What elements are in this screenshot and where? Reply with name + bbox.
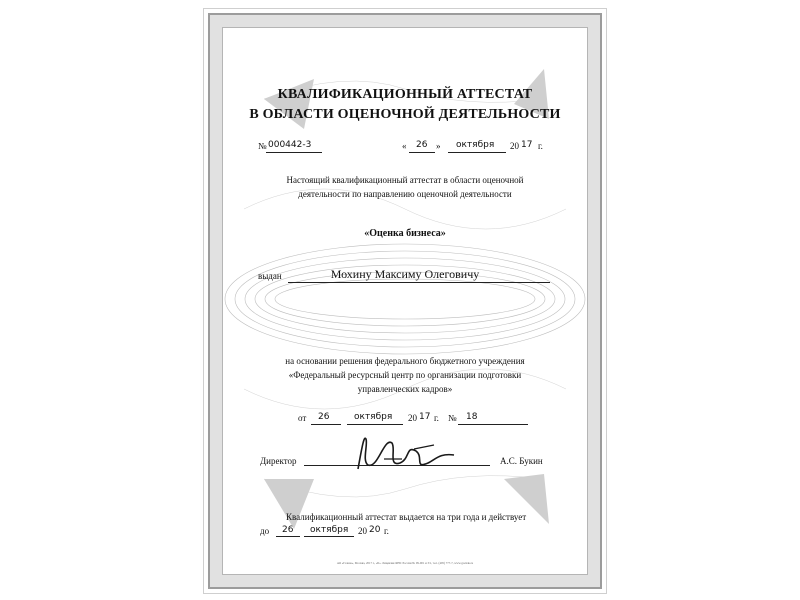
director-label: Директор [260,456,297,466]
valid-month-underline [304,536,354,537]
decision-number: 18 [466,412,478,422]
decision-year: 17 [419,412,431,422]
holder-underline [288,282,550,283]
validity-line: Квалификационный аттестат выдается на три года и действует [286,512,527,522]
intro-line-1: Настоящий квалификационный аттестат в области оценочной [286,175,524,185]
valid-year: 20 [369,525,381,535]
issued-label: выдан [258,271,282,281]
basis-line-1: на основании решения федерального бюджетного учреждения [285,356,525,366]
valid-until-label: до [260,526,270,536]
issue-year-prefix: 20 [510,141,519,151]
day-underline [409,152,435,153]
title-line-1: КВАЛИФИКАЦИОННЫЙ АТТЕСТАТ [277,87,533,102]
intro-line-2: деятельности по направлению оценочной деятельности [298,189,512,199]
title-line-2: В ОБЛАСТИ ОЦЕНОЧНОЙ ДЕЯТЕЛЬНОСТИ [249,107,561,122]
direction-title: «Оценка бизнеса» [364,228,446,239]
basis-line-2: «Федеральный ресурсный центр по организации подготовки [288,370,522,380]
number-underline [266,152,322,153]
decision-year-suffix: г. [434,413,439,423]
decision-number-underline [458,424,528,425]
issue-day: 26 [416,140,428,150]
decision-from: от [298,413,307,423]
issue-year: 17 [521,140,533,150]
valid-day: 26 [282,525,294,535]
month-underline [448,152,506,153]
number-prefix: № [258,141,267,151]
decision-day: 26 [318,412,330,422]
decision-year-prefix: 20 [408,413,417,423]
decision-month-underline [347,424,403,425]
date-quote-open: « [402,141,407,151]
holder-name: Мохину Максиму Олеговичу [330,267,480,281]
date-quote-close: » [436,141,441,151]
director-signature [344,429,464,477]
decision-month: октября [354,412,393,422]
printer-footer: АО «Гознак», Москва, 2017 г., «Б». Лицензия ФНС России № 09-001 и 3/1, тел. (495) 777-7, www.goznak.ru [336,561,474,565]
valid-day-underline [276,536,300,537]
issue-date-suffix: г. [538,141,543,151]
valid-year-prefix: 20 [358,526,367,536]
decision-number-label: № [448,413,457,423]
director-name: А.С. Букин [500,456,543,466]
certificate-number: 000442-3 [268,140,312,150]
valid-month: октября [310,525,349,535]
basis-line-3: управленческих кадров» [357,384,453,394]
decision-day-underline [311,424,341,425]
valid-suffix: г. [384,526,389,536]
certificate-sheet [203,8,607,594]
issue-month: октября [456,140,495,150]
